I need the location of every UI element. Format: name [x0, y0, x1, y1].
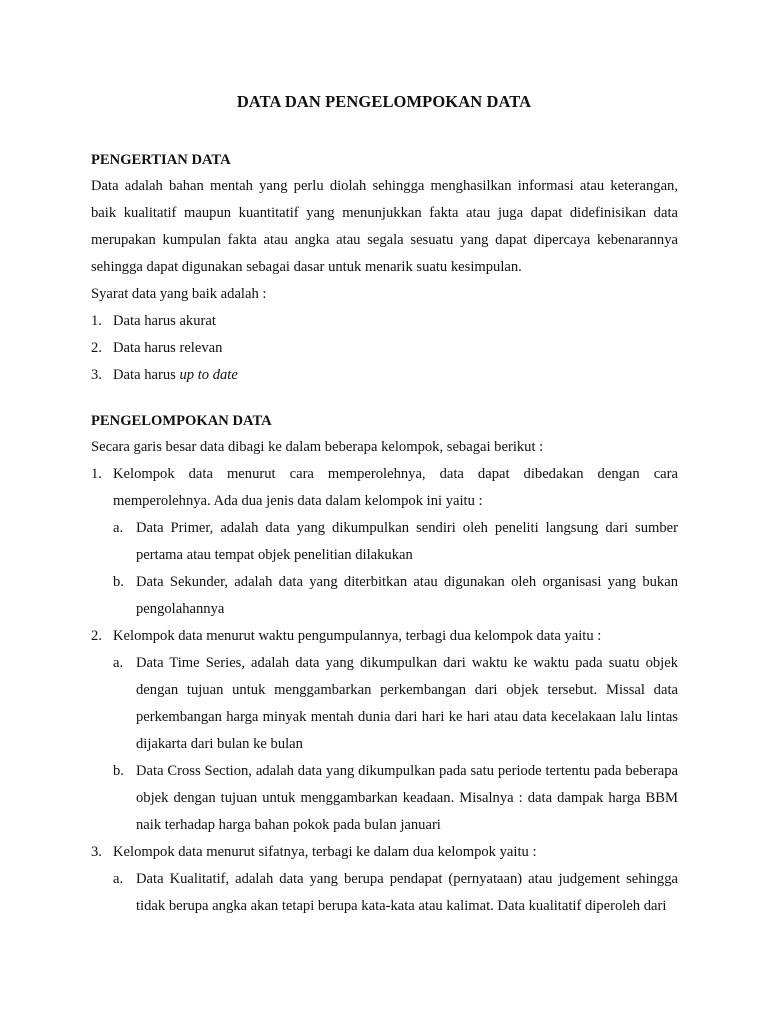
sub-list-letter: b.	[113, 763, 124, 779]
sub-list-text: Data Cross Section, adalah data yang dikumpulkan pada satu periode tertentu pada beberapa objek dengan tujuan untuk menggambarkan keadaan. Misalnya : data dampak harga BBM naik terhadap harga bahan pokok pada bulan januari	[136, 763, 678, 833]
sub-list-item	[91, 866, 678, 920]
requirements-intro: Syarat data yang baik adalah :	[91, 286, 267, 302]
list-text: Data harus	[113, 367, 180, 383]
list-text: Data harus relevan	[113, 340, 223, 356]
sub-list-text: Data Sekunder, adalah data yang diterbitkan atau digunakan oleh organisasi yang bukan pengolahannya	[136, 574, 678, 617]
list-number: 3.	[91, 367, 102, 383]
list-number: 1.	[91, 466, 102, 482]
definition-paragraph: Data adalah bahan mentah yang perlu diolah sehingga menghasilkan informasi atau keterangan, baik kualitatif maupun kuantitatif yang menunjukkan fakta atau juga dapat didefinisikan data merupakan kumpulan fakta atau angka atau segala sesuatu yang dapat dipercaya kebenarannya sehingga dapat digunakan sebagai dasar untuk menarik suatu kesimpulan.	[91, 178, 678, 275]
section-heading-pengertian: PENGERTIAN DATA	[91, 152, 231, 168]
list-item	[91, 362, 678, 389]
sub-list-text: Data Time Series, adalah data yang dikumpulkan dari waktu ke waktu pada suatu objek dengan tujuan untuk menggambarkan perkembangan dari objek tersebut. Missal data perkembangan harga minyak mentah dunia dari hari ke hari atau data kecelakaan lalu lintas dijakarta dari bulan ke bulan	[136, 655, 678, 752]
list-number: 2.	[91, 340, 102, 356]
document-title: DATA DAN PENGELOMPOKAN DATA	[236, 92, 532, 111]
list-number: 1.	[91, 313, 102, 329]
list-text: Kelompok data menurut sifatnya, terbagi ke dalam dua kelompok yaitu :	[113, 844, 537, 860]
document-body	[91, 148, 678, 920]
list-text: Kelompok data menurut waktu pengumpulannya, terbagi dua kelompok data yaitu :	[113, 628, 602, 644]
list-emphasis: up to date	[179, 367, 238, 383]
sub-list-letter: b.	[113, 574, 124, 590]
list-item	[91, 308, 678, 335]
sub-list-item	[91, 758, 678, 839]
sub-list-letter: a.	[113, 655, 124, 671]
list-text: Kelompok data menurut cara memperolehnya, data dapat dibedakan dengan cara memperolehnya. Ada dua jenis data dalam kelompok ini yaitu :	[113, 466, 678, 509]
section-heading-pengelompokan: PENGELOMPOKAN DATA	[91, 413, 272, 429]
list-item	[91, 335, 678, 362]
section-spacer	[91, 389, 678, 409]
sub-list-item	[91, 515, 678, 569]
list-item	[91, 461, 678, 515]
list-item	[91, 839, 678, 866]
sub-list-text: Data Primer, adalah data yang dikumpulkan sendiri oleh peneliti langsung dari sumber pertama atau tempat objek penelitian dilakukan	[136, 520, 678, 563]
sub-list-text: Data Kualitatif, adalah data yang berupa pendapat (pernyataan) atau judgement sehingga tidak berupa angka akan tetapi berupa kata-kata atau kalimat. Data kualitatif diperoleh dari	[136, 871, 678, 914]
list-number: 2.	[91, 628, 102, 644]
list-text: Data harus akurat	[113, 313, 216, 329]
list-item	[91, 623, 678, 650]
grouping-intro: Secara garis besar data dibagi ke dalam beberapa kelompok, sebagai berikut :	[91, 439, 544, 455]
list-number: 3.	[91, 844, 102, 860]
sub-list-letter: a.	[113, 520, 124, 536]
sub-list-item	[91, 650, 678, 758]
sub-list-letter: a.	[113, 871, 124, 887]
sub-list-item	[91, 569, 678, 623]
